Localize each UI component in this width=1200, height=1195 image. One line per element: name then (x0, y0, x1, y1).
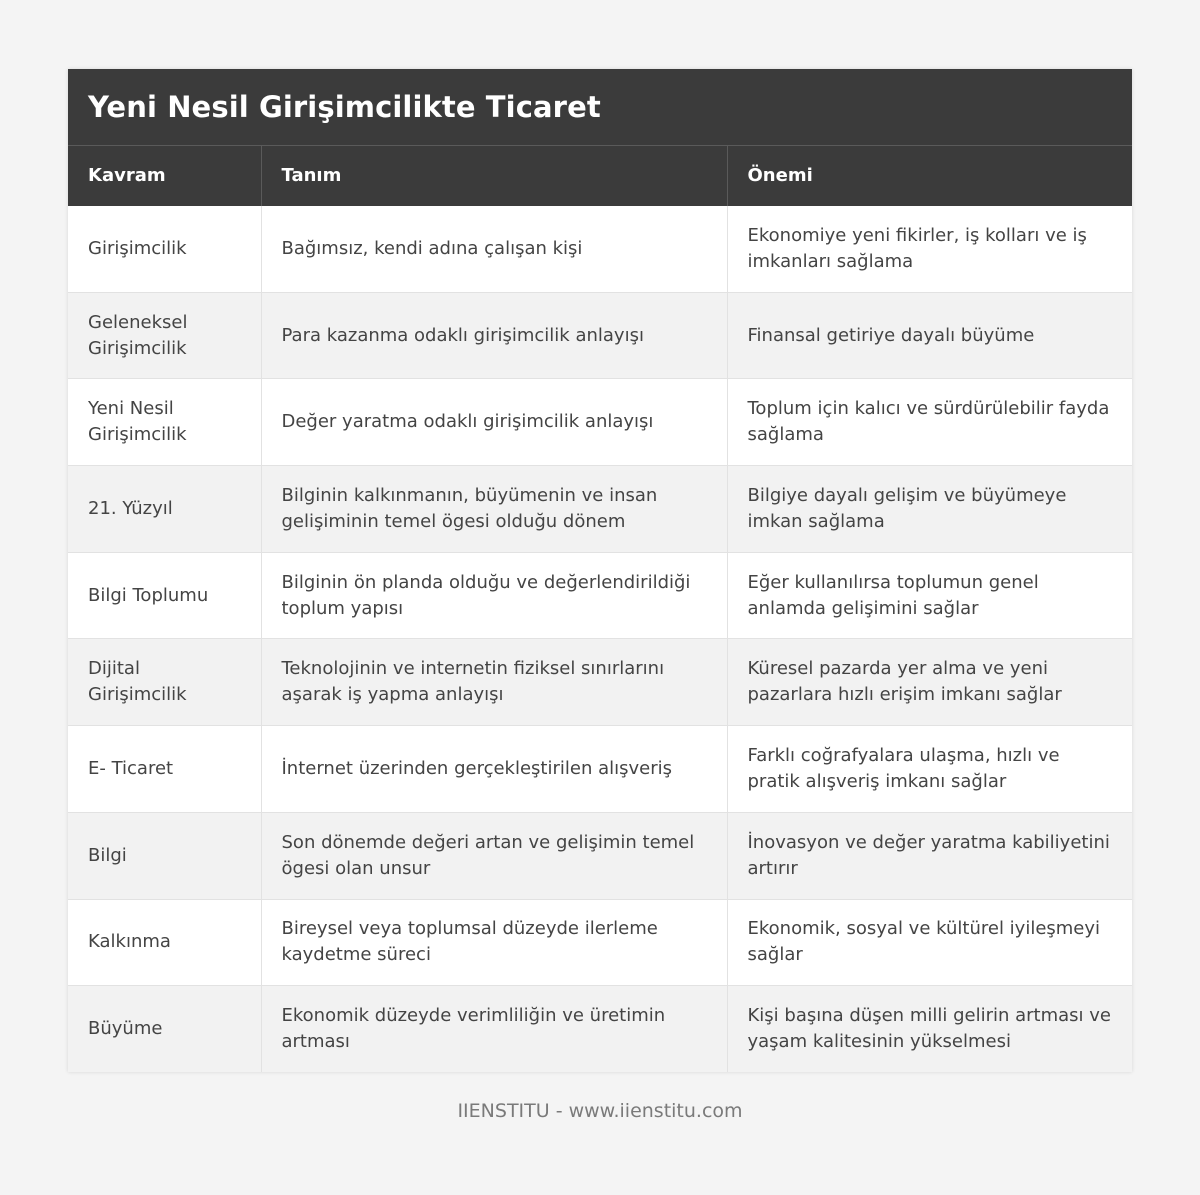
title-bar (68, 69, 1132, 145)
cell-tanim: Son dönemde değeri artan ve gelişimin temel ögesi olan unsur (261, 812, 727, 899)
cell-tanim: Bilginin kalkınmanın, büyümenin ve insan gelişiminin temel ögesi olduğu dönem (261, 466, 727, 553)
table-row (68, 726, 1132, 813)
header-row (68, 146, 1132, 206)
table-row (68, 639, 1132, 726)
concept-table (68, 145, 1132, 1072)
cell-onemi: Finansal getiriye dayalı büyüme (727, 292, 1132, 379)
cell-tanim: Bireysel veya toplumsal düzeyde ilerleme kaydetme süreci (261, 899, 727, 986)
cell-tanim: Teknolojinin ve internetin fiziksel sınırlarını aşarak iş yapma anlayışı (261, 639, 727, 726)
cell-kavram: Bilgi Toplumu (68, 552, 261, 639)
table-row (68, 899, 1132, 986)
cell-onemi: Ekonomiye yeni fikirler, iş kolları ve iş imkanları sağlama (727, 206, 1132, 293)
column-header-onemi: Önemi (727, 146, 1132, 206)
table-title: Yeni Nesil Girişimcilikte Ticaret (88, 90, 601, 124)
cell-onemi: İnovasyon ve değer yaratma kabiliyetini artırır (727, 812, 1132, 899)
cell-tanim: Bağımsız, kendi adına çalışan kişi (261, 206, 727, 293)
cell-tanim: İnternet üzerinden gerçekleştirilen alışveriş (261, 726, 727, 813)
table-row (68, 552, 1132, 639)
cell-onemi: Farklı coğrafyalara ulaşma, hızlı ve pratik alışveriş imkanı sağlar (727, 726, 1132, 813)
footer-credit: IIENSTITU - www.iienstitu.com (457, 1100, 743, 1122)
cell-kavram: Bilgi (68, 812, 261, 899)
table-row (68, 986, 1132, 1073)
cell-tanim: Değer yaratma odaklı girişimcilik anlayışı (261, 379, 727, 466)
table-row (68, 466, 1132, 553)
cell-kavram: Girişimcilik (68, 206, 261, 293)
cell-onemi: Küresel pazarda yer alma ve yeni pazarlara hızlı erişim imkanı sağlar (727, 639, 1132, 726)
table-row (68, 292, 1132, 379)
cell-tanim: Ekonomik düzeyde verimliliğin ve üretimin artması (261, 986, 727, 1073)
cell-onemi: Bilgiye dayalı gelişim ve büyümeye imkan sağlama (727, 466, 1132, 553)
cell-kavram: Dijital Girişimcilik (68, 639, 261, 726)
table-row (68, 812, 1132, 899)
cell-onemi: Ekonomik, sosyal ve kültürel iyileşmeyi sağlar (727, 899, 1132, 986)
table-row (68, 379, 1132, 466)
cell-tanim: Para kazanma odaklı girişimcilik anlayışı (261, 292, 727, 379)
cell-kavram: Büyüme (68, 986, 261, 1073)
cell-kavram: E- Ticaret (68, 726, 261, 813)
column-header-tanim: Tanım (261, 146, 727, 206)
cell-onemi: Eğer kullanılırsa toplumun genel anlamda gelişimini sağlar (727, 552, 1132, 639)
cell-kavram: Geleneksel Girişimcilik (68, 292, 261, 379)
table-card (68, 69, 1132, 1072)
cell-kavram: Kalkınma (68, 899, 261, 986)
cell-onemi: Toplum için kalıcı ve sürdürülebilir fayda sağlama (727, 379, 1132, 466)
column-header-kavram: Kavram (68, 146, 261, 206)
cell-tanim: Bilginin ön planda olduğu ve değerlendirildiği toplum yapısı (261, 552, 727, 639)
cell-onemi: Kişi başına düşen milli gelirin artması ve yaşam kalitesinin yükselmesi (747, 1005, 1111, 1053)
cell-kavram: 21. Yüzyıl (68, 466, 261, 553)
cell-kavram: Yeni Nesil Girişimcilik (68, 379, 261, 466)
table-row (68, 206, 1132, 293)
